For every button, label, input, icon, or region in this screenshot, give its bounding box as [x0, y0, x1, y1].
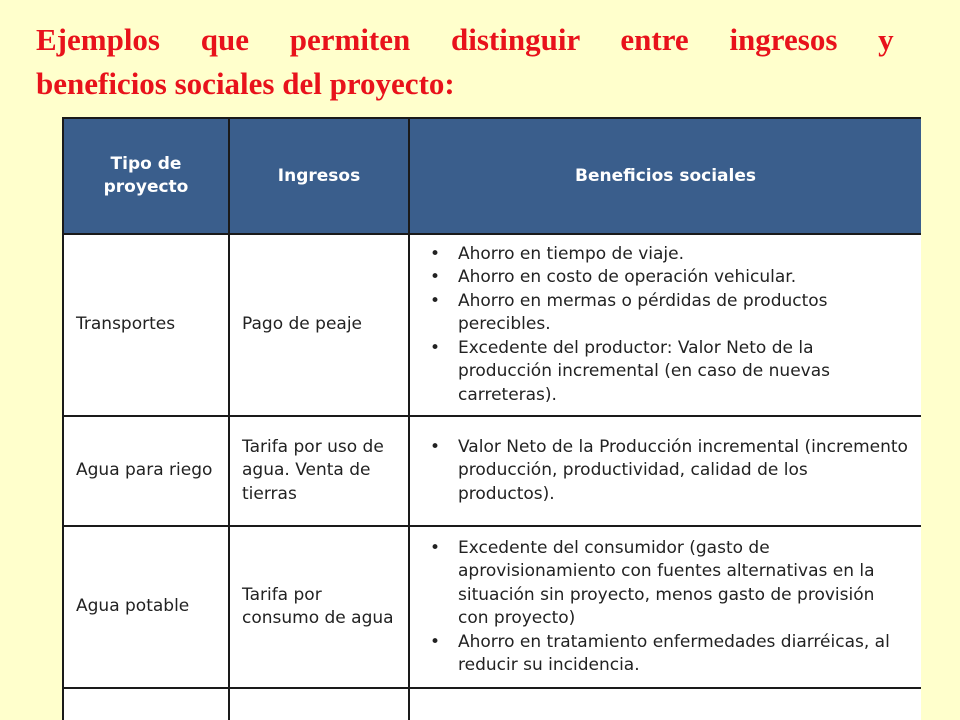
bullet-icon: •: [430, 337, 441, 358]
cell-beneficios: [409, 234, 921, 416]
bullet-icon: •: [430, 436, 441, 457]
header-beneficios-sociales: Beneficios sociales: [409, 118, 921, 234]
cell-beneficios: [409, 416, 921, 526]
cell-tipo: Agua potable: [63, 526, 229, 688]
bullet-icon: •: [430, 631, 441, 652]
benefit-item: [422, 436, 909, 507]
cell-empty: [63, 688, 229, 720]
table-row: [63, 526, 921, 688]
table-row-partial: [63, 688, 921, 720]
benefit-text: Excedente del consumidor (gasto de aprovisionamiento con fuentes alternativas en la situación sin proyecto, menos gasto de provisión con proyecto): [458, 537, 875, 628]
bullet-icon: •: [430, 267, 441, 288]
slide-title-line-2: beneficios sociales del proyecto:: [36, 66, 455, 101]
table-header-row: [63, 118, 921, 234]
comparison-table-container: [62, 117, 921, 720]
bullet-icon: •: [430, 290, 441, 311]
cell-beneficios: [409, 526, 921, 688]
bullet-icon: •: [430, 537, 441, 558]
benefit-item: [422, 337, 909, 408]
comparison-table: [62, 117, 921, 720]
cell-ingresos: Tarifa por uso de agua. Venta de tierras: [229, 416, 409, 526]
cell-ingresos: Pago de peaje: [229, 234, 409, 416]
benefits-list: [422, 243, 909, 408]
cell-empty: [229, 688, 409, 720]
benefit-text: Ahorro en mermas o pérdidas de productos perecibles.: [458, 290, 828, 335]
cell-tipo: Agua para riego: [63, 416, 229, 526]
cell-ingresos: Tarifa por consumo de agua: [229, 526, 409, 688]
table-row: [63, 416, 921, 526]
cell-tipo: Transportes: [63, 234, 229, 416]
benefit-item: [422, 537, 909, 631]
benefits-list: [422, 436, 909, 507]
benefit-item: [422, 290, 909, 337]
benefit-text: Ahorro en costo de operación vehicular.: [458, 267, 797, 288]
header-ingresos: Ingresos: [229, 118, 409, 234]
bullet-icon: •: [430, 243, 441, 264]
slide-title-line-1: Ejemplos que permiten distinguir entre ingresos y: [36, 22, 894, 57]
benefits-list: [422, 537, 909, 678]
table-row: [63, 234, 921, 416]
benefit-item: [422, 266, 909, 290]
benefit-text: Ahorro en tiempo de viaje.: [458, 243, 684, 264]
benefit-item: [422, 631, 909, 678]
header-tipo-de-proyecto: Tipo de proyecto: [63, 118, 229, 234]
benefit-text: Valor Neto de la Producción incremental (incremento producción, productividad, calidad de los productos).: [458, 436, 908, 504]
benefit-text: Ahorro en tratamiento enfermedades diarréicas, al reducir su incidencia.: [458, 631, 890, 675]
cell-empty: [409, 688, 921, 720]
benefit-text: Excedente del productor: Valor Neto de la producción incremental (en caso de nuevas carreteras).: [458, 337, 830, 405]
slide-title: [36, 18, 960, 106]
benefit-item: [422, 243, 909, 267]
